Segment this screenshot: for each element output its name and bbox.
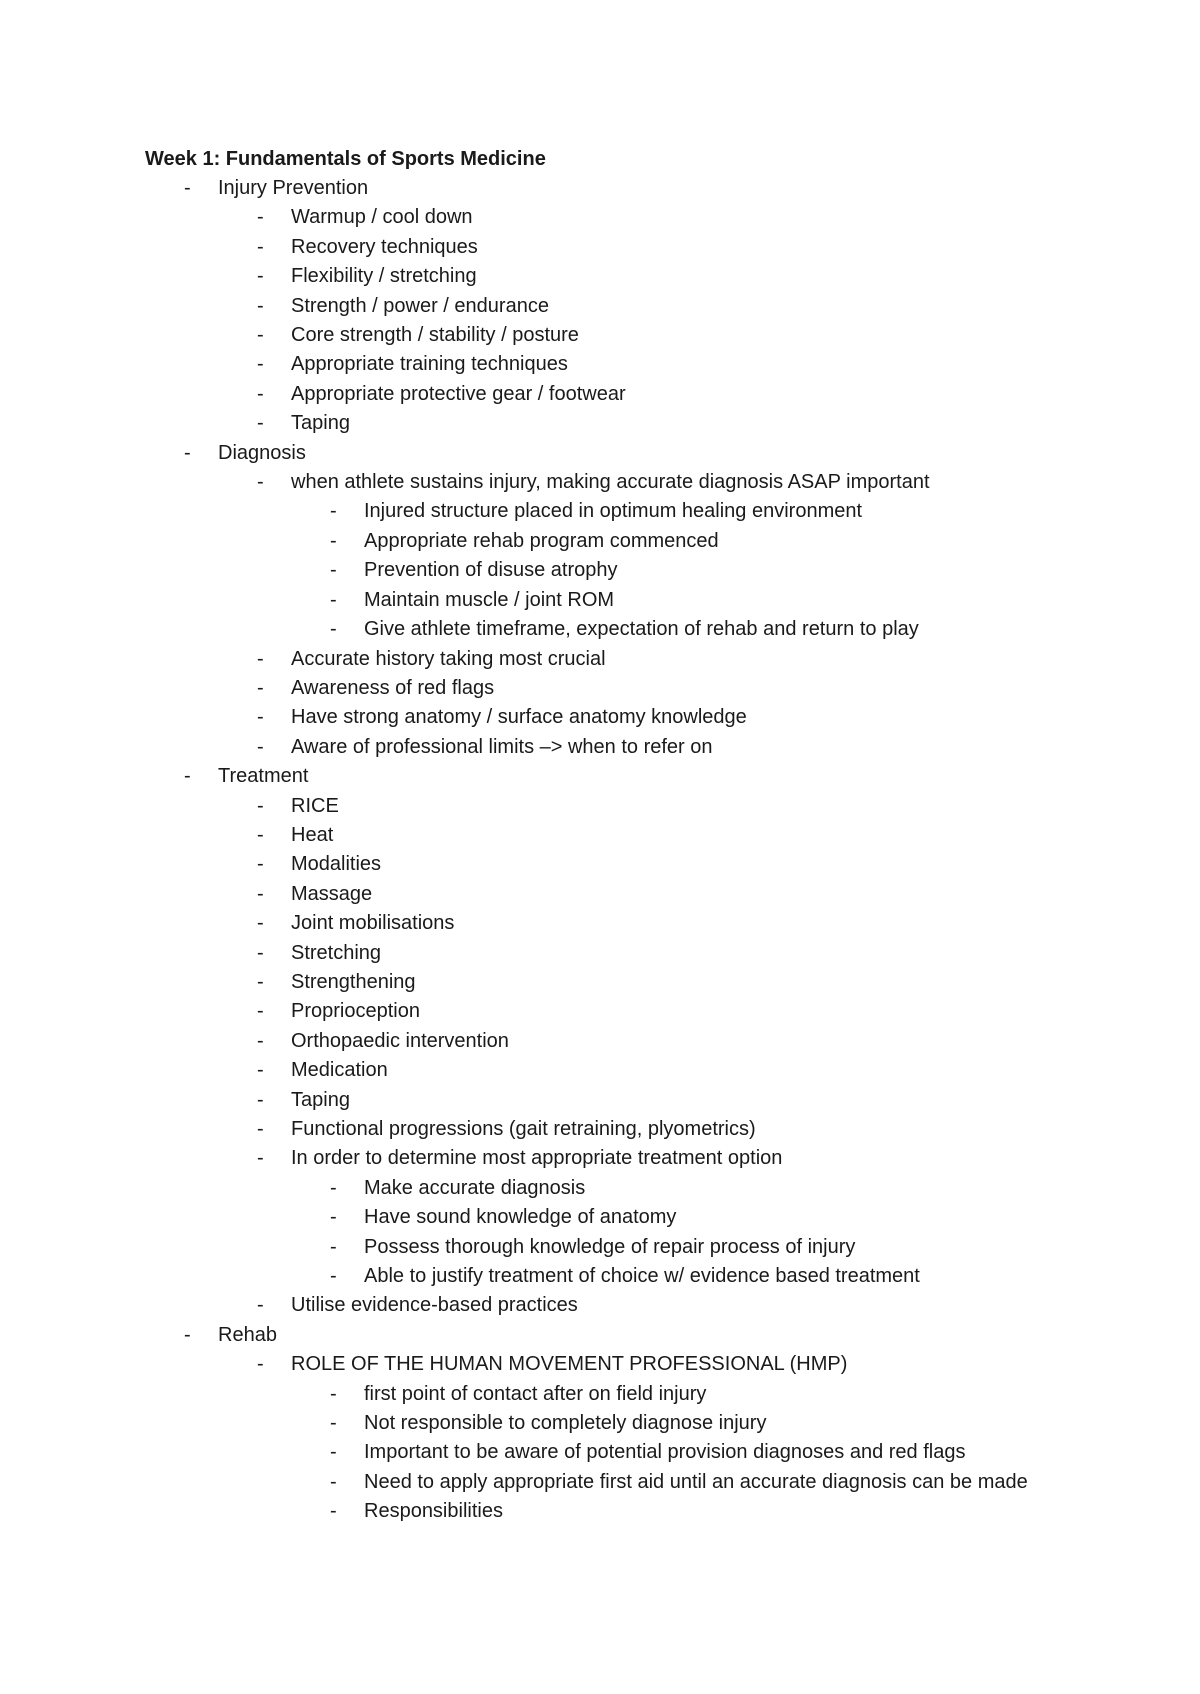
bullet-dash: - [257, 941, 264, 964]
bullet-dash: - [257, 1088, 264, 1111]
list-item-level-2 [0, 880, 1200, 909]
list-item-text: Medication [291, 1059, 388, 1082]
list-item-level-2 [0, 850, 1200, 879]
bullet-dash: - [330, 1500, 337, 1523]
list-item-level-2 [0, 203, 1200, 232]
list-item-level-1 [0, 1321, 1200, 1350]
bullet-dash: - [257, 382, 264, 405]
list-item-level-2 [0, 792, 1200, 821]
list-item-level-2 [0, 468, 1200, 497]
list-item-text: first point of contact after on field injury [364, 1382, 707, 1405]
bullet-dash: - [257, 1029, 264, 1052]
bullet-dash: - [330, 1470, 337, 1493]
list-item-text: Give athlete timeframe, expectation of rehab and return to play [364, 618, 919, 641]
bullet-dash: - [330, 1412, 337, 1435]
list-item-level-2 [0, 674, 1200, 703]
list-item-text: Diagnosis [218, 441, 306, 464]
list-item-text: Injury Prevention [218, 177, 369, 199]
list-item-text: ROLE OF THE HUMAN MOVEMENT PROFESSIONAL (HMP) [291, 1353, 848, 1376]
list-item-level-3 [0, 527, 1064, 556]
bullet-dash: - [330, 559, 337, 582]
list-item-text: Not responsible to completely diagnose injury [364, 1412, 767, 1435]
list-item-level-3 [0, 1409, 1064, 1438]
list-item-level-3 [0, 1380, 1064, 1409]
list-item-level-3 [0, 1438, 1064, 1467]
list-item-text: Injured structure placed in optimum healing environment [364, 500, 863, 523]
bullet-dash: - [257, 1000, 264, 1023]
list-item-text: Appropriate rehab program commenced [364, 529, 719, 552]
list-item-text: Important to be aware of potential provision diagnoses and red flags [364, 1441, 966, 1464]
list-item-text: Taping [291, 412, 350, 435]
bullet-dash: - [330, 1235, 337, 1258]
bullet-dash: - [330, 1441, 337, 1464]
bullet-dash: - [257, 823, 264, 846]
list-item-level-2 [0, 1056, 1200, 1085]
list-item-text: Rehab [218, 1323, 277, 1346]
bullet-dash: - [257, 912, 264, 935]
list-item-level-3 [0, 556, 1064, 585]
list-item-level-3 [0, 1262, 1064, 1291]
list-item-level-3 [0, 615, 1064, 644]
list-item-text: Utilise evidence-based practices [291, 1294, 578, 1317]
bullet-dash: - [257, 735, 264, 758]
bullet-dash: - [257, 706, 264, 729]
list-item-level-1 [0, 439, 1200, 468]
list-item-level-2 [0, 939, 1200, 968]
list-item-text: Prevention of disuse atrophy [364, 559, 618, 582]
list-item-level-1 [0, 762, 1200, 791]
list-item-level-2 [0, 1086, 1200, 1115]
bullet-dash: - [184, 1323, 191, 1346]
list-item-level-2 [0, 1291, 1200, 1320]
bullet-dash: - [257, 324, 264, 347]
list-item-text: Able to justify treatment of choice w/ evidence based treatment [364, 1265, 920, 1288]
list-item-text: Responsibilities [364, 1500, 503, 1523]
list-item-text: Orthopaedic intervention [291, 1029, 509, 1052]
list-item-text: when athlete sustains injury, making accurate diagnosis ASAP important [291, 471, 930, 494]
list-item-text: Maintain muscle / joint ROM [364, 588, 615, 611]
bullet-dash: - [184, 441, 191, 464]
bullet-dash: - [257, 647, 264, 670]
bullet-dash: - [184, 765, 191, 788]
bullet-dash: - [257, 1147, 264, 1170]
list-item-text: Strength / power / endurance [291, 294, 549, 317]
list-item-level-2 [0, 409, 1200, 438]
bullet-dash: - [330, 1265, 337, 1288]
bullet-dash: - [184, 177, 191, 199]
bullet-dash: - [257, 794, 264, 817]
list-item-level-2 [0, 1027, 1200, 1056]
list-item-text: Stretching [291, 941, 382, 964]
bullet-dash: - [257, 1059, 264, 1082]
list-item-text: Need to apply appropriate first aid until an accurate diagnosis can be made [364, 1470, 1028, 1493]
list-item-text: Accurate history taking most crucial [291, 647, 606, 670]
list-item-level-2 [0, 350, 1200, 379]
list-item-text: Aware of professional limits –> when to refer on [291, 735, 713, 758]
list-item-text: Functional progressions (gait retraining, plyometrics) [291, 1118, 756, 1140]
list-item-level-2 [0, 1350, 1200, 1379]
bullet-dash: - [257, 676, 264, 699]
bullet-dash: - [257, 471, 264, 494]
bullet-dash: - [257, 970, 264, 993]
document-title: Week 1: Fundamentals of Sports Medicine [145, 148, 546, 170]
bullet-dash: - [330, 529, 337, 552]
bullet-dash: - [257, 235, 264, 258]
list-item-text: Make accurate diagnosis [364, 1176, 586, 1199]
list-item-level-3 [0, 1203, 1064, 1232]
list-item-text: In order to determine most appropriate treatment option [291, 1147, 783, 1170]
list-item-level-2 [0, 968, 1200, 997]
bullet-dash: - [257, 265, 264, 288]
list-item-text: Recovery techniques [291, 235, 478, 258]
list-item-text: Treatment [218, 765, 309, 788]
bullet-dash: - [330, 500, 337, 523]
list-item-text: Flexibility / stretching [291, 265, 477, 288]
list-item-level-1 [0, 174, 1200, 203]
bullet-dash: - [257, 1294, 264, 1317]
list-item-text: Joint mobilisations [291, 912, 455, 935]
list-item-level-2 [0, 645, 1200, 674]
list-item-text: Strengthening [291, 970, 416, 993]
bullet-dash: - [257, 853, 264, 876]
list-item-text: Proprioception [291, 1000, 420, 1023]
list-item-level-2 [0, 1144, 1200, 1173]
bullet-dash: - [257, 206, 264, 229]
list-item-text: Taping [291, 1088, 350, 1111]
list-item-text: Have strong anatomy / surface anatomy knowledge [291, 706, 747, 729]
list-item-level-2 [0, 733, 1200, 762]
list-item-text: Heat [291, 823, 334, 846]
list-item-level-3 [0, 1233, 1064, 1262]
list-item-level-2 [0, 1115, 1200, 1144]
bullet-dash: - [257, 412, 264, 435]
list-item-text: Possess thorough knowledge of repair process of injury [364, 1235, 856, 1258]
list-item-level-2 [0, 321, 1200, 350]
bullet-dash: - [257, 294, 264, 317]
list-item-level-3 [0, 1174, 1064, 1203]
list-item-text: Core strength / stability / posture [291, 324, 579, 347]
bullet-dash: - [257, 1353, 264, 1376]
bullet-dash: - [330, 1206, 337, 1229]
bullet-dash: - [257, 882, 264, 905]
list-item-text: Modalities [291, 853, 382, 876]
bullet-dash: - [330, 588, 337, 611]
outline-list [0, 174, 1200, 1527]
list-item-level-2 [0, 380, 1200, 409]
list-item-level-3 [0, 1497, 1064, 1526]
bullet-dash: - [330, 618, 337, 641]
list-item-text: Awareness of red flags [291, 676, 495, 699]
bullet-dash: - [257, 353, 264, 376]
list-item-level-2 [0, 233, 1200, 262]
list-item-text: Massage [291, 882, 373, 905]
bullet-dash: - [257, 1118, 264, 1140]
list-item-level-2 [0, 262, 1200, 291]
list-item-level-2 [0, 292, 1200, 321]
list-item-level-3 [0, 497, 1064, 526]
list-item-level-2 [0, 703, 1200, 732]
list-item-text: Warmup / cool down [291, 206, 473, 229]
list-item-level-3 [0, 1468, 1064, 1497]
list-item-text: Appropriate protective gear / footwear [291, 382, 626, 405]
bullet-dash: - [330, 1382, 337, 1405]
list-item-level-2 [0, 821, 1200, 850]
list-item-text: Appropriate training techniques [291, 353, 568, 376]
list-item-text: RICE [291, 794, 339, 817]
bullet-dash: - [330, 1176, 337, 1199]
list-item-level-3 [0, 586, 1064, 615]
list-item-level-2 [0, 909, 1200, 938]
list-item-level-2 [0, 997, 1200, 1026]
list-item-text: Have sound knowledge of anatomy [364, 1206, 677, 1229]
